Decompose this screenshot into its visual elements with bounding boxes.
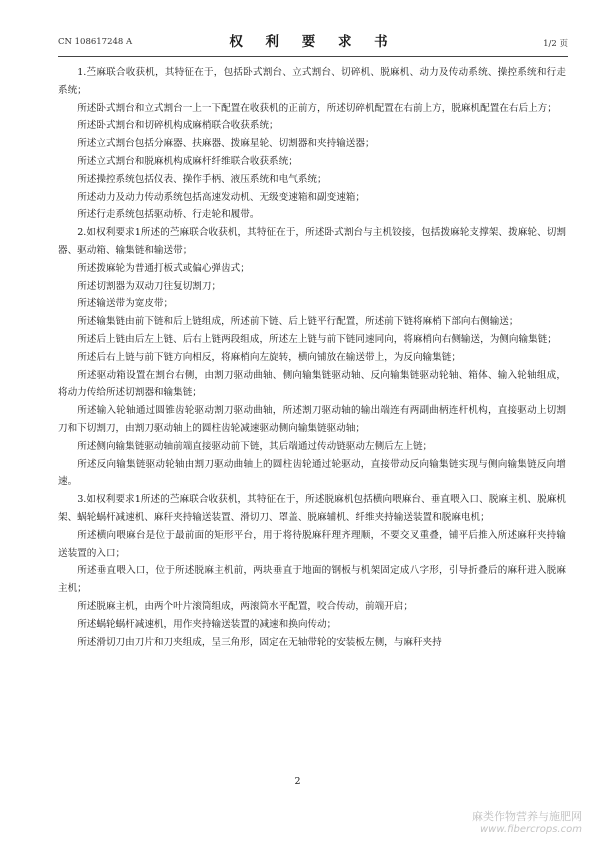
claim-paragraph: 所述后右上链与前下链方向相反，将麻梢向左旋转，横向铺放在输送带上，为反向输集链； bbox=[77, 351, 461, 363]
claim-paragraph: 所述动力及动力传动系统包括高速发动机、无级变速箱和副变速箱； bbox=[77, 191, 365, 203]
claim-paragraph: 2.如权利要求1所述的苎麻联合收获机，其特征在于，所述卧式割台与主机铰接，包括拨麻轮支撑架、拨麻轮、切割器、驱动箱、输集链和输送带； bbox=[58, 227, 566, 256]
claim-paragraph: 所述行走系统包括驱动桥、行走轮和履带。 bbox=[77, 209, 260, 221]
claim-paragraph: 所述后上链由后左上链、后右上链两段组成，所述左上链与前下链同速同向，将麻梢向右侧输送，为侧向输集链； bbox=[77, 333, 557, 345]
claim-paragraph: 所述反向输集链驱动轮轴由割刀驱动曲轴上的圆柱齿轮通过轮驱动，直接带动反向输集链实现与侧向输集链反向增速。 bbox=[58, 458, 566, 488]
claim-paragraph: 所述输入轮轴通过圆锥齿轮驱动割刀驱动曲轴，所述割刀驱动轴的输出端连有两副曲柄连杆机构，直接驱动上切割刀和下切割刀，由割刀驱动轴上的圆柱齿轮减速驱动侧向输集链驱动轴； bbox=[58, 405, 566, 434]
claim-paragraph: 所述滑切刀由刀片和刀夹组成，呈三角形，固定在无轴带轮的安装板左侧，与麻秆夹持 bbox=[77, 636, 442, 648]
claim-paragraph: 所述驱动箱设置在割台右侧，由割刀驱动曲轴、侧向输集链驱动轴、反向输集链驱动轮轴、箱体、输入轮轴组成，将动力传给所述切割器和输集链； bbox=[58, 369, 566, 399]
claim-paragraph: 1.苎麻联合收获机，其特征在于，包括卧式割台、立式割台、切碎机、脱麻机、动力及传动系统、操控系统和行走系统； bbox=[58, 67, 566, 96]
claim-paragraph: 所述横向喂麻台是位于最前面的矩形平台，用于将待脱麻秆理齐理顺，不要交叉重叠，铺平后推入所述麻秆夹持输送装置的入口； bbox=[58, 529, 566, 559]
claim-paragraph: 所述切割器为双动刀往复切割刀； bbox=[77, 280, 222, 292]
claim-paragraph: 所述脱麻主机，由两个叶片滚筒组成，两滚筒水平配置，咬合传动，前端开启； bbox=[77, 600, 413, 612]
claim-paragraph: 所述操控系统包括仪表、操作手柄、液压系统和电气系统； bbox=[77, 173, 327, 185]
patent-number: CN 108617248 A bbox=[58, 37, 133, 47]
claim-paragraph: 所述卧式割台和立式割台一上一下配置在收获机的正前方，所述切碎机配置在右前上方，脱麻机配置在右后上方； bbox=[77, 102, 557, 114]
page-number: 2 bbox=[294, 776, 301, 787]
claim-paragraph: 所述输送带为宽皮带； bbox=[77, 298, 174, 310]
page-header bbox=[58, 30, 568, 50]
page-indicator: 1/2 页 bbox=[543, 39, 568, 49]
watermark-site-name: 麻类作物营养与施肥网 bbox=[472, 810, 582, 823]
claim-paragraph: 所述立式割台和脱麻机构成麻杆纤维联合收获系统； bbox=[77, 155, 298, 167]
document-title: 权 利 要 求 书 bbox=[229, 34, 397, 50]
claim-paragraph: 所述蜗轮蜗杆减速机，用作夹持输送装置的减速和换向传动； bbox=[77, 618, 337, 630]
claim-paragraph: 所述立式割台包括分麻器、扶麻器、拨麻星轮、切割器和夹持输送器； bbox=[77, 138, 375, 150]
watermark-url: www.fibercrops.com bbox=[480, 824, 582, 835]
claim-paragraph: 所述拨麻轮为普通打板式或偏心弹齿式； bbox=[77, 262, 250, 274]
claim-paragraph: 所述输集链由前下链和后上链组成，所述前下链、后上链平行配置，所述前下链将麻梢下部向右侧输送； bbox=[77, 316, 519, 328]
header-divider bbox=[58, 56, 568, 57]
claim-paragraph: 所述垂直喂入口，位于所述脱麻主机前，两块垂直于地面的钢板与机架固定成八字形，引导折叠后的麻秆进入脱麻主机； bbox=[58, 565, 566, 595]
claim-paragraph: 3.如权利要求1所述的苎麻联合收获机，其特征在于，所述脱麻机包括横向喂麻台、垂直喂入口、脱麻主机、脱麻机架、蜗轮蜗杆减速机、麻秆夹持输送装置、滑切刀、罩盖、脱麻辅机、纤维夹持输送装置和脱麻电机； bbox=[58, 494, 566, 523]
claim-paragraph: 所述侧向输集链驱动轴前端直接驱动前下链，其后端通过传动链驱动左侧后左上链； bbox=[77, 440, 433, 452]
claim-paragraph: 所述卧式割台和切碎机构成麻梢联合收获系统； bbox=[77, 120, 279, 132]
claims-body bbox=[58, 64, 566, 651]
